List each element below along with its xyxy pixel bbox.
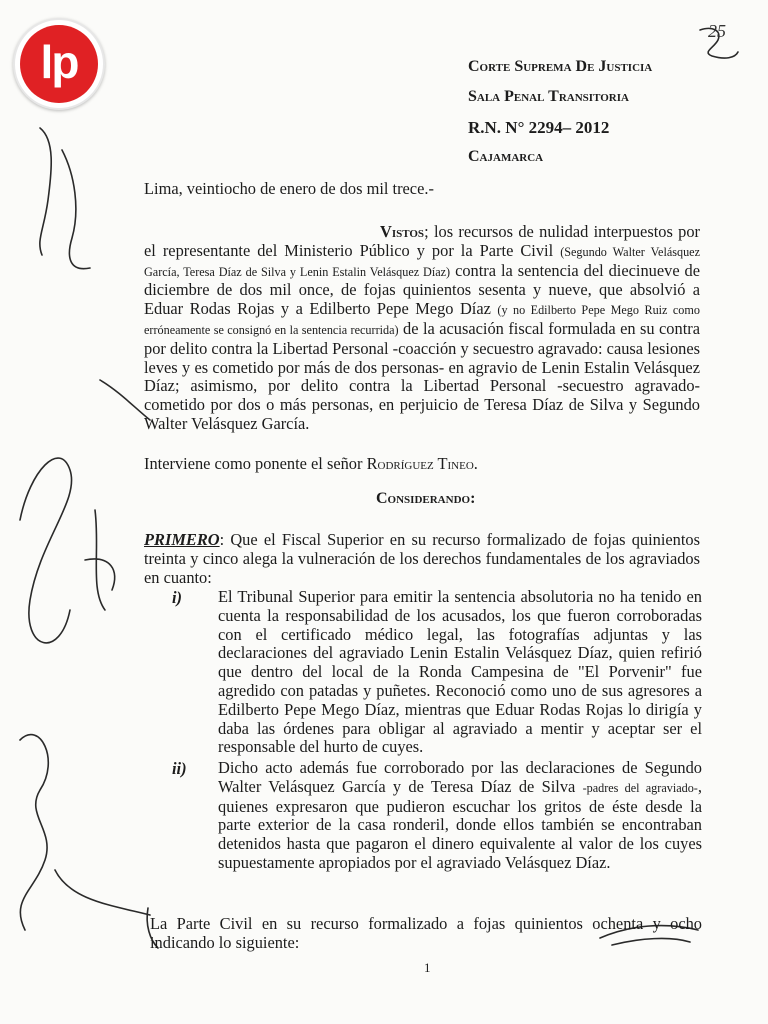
item-2-text-a: Dicho acto además fue corroborado por las declaraciones de Segundo Walter Velásquez García y de Teresa Díaz de Silva xyxy=(218,758,702,796)
ponente-line xyxy=(144,455,478,474)
date-line: Lima, veintiocho de enero de dos mil trece.- xyxy=(144,179,434,198)
lp-logo-mark: lp xyxy=(20,25,98,103)
chamber-name: Sala Penal Transitoria xyxy=(468,88,629,105)
item-2-text-b: , quienes expresaron que pudieron escuchar los gritos de éste desde la parte exterior de la casa ronderil, donde ellos también se encontraban detenidos hasta que pagaron el dinero equivalente al valor de los cuyes supuestamente apropiados por el agraviado Velásquez Díaz. xyxy=(218,776,702,872)
corner-page-note: 25 xyxy=(708,21,726,41)
page-number: 1 xyxy=(424,960,431,975)
item-2-note: -padres del agraviado- xyxy=(582,780,698,795)
primero-label: PRIMERO xyxy=(144,530,220,549)
vistos-name-note: (y no Edilberto Pepe Mego Ruiz como erróneamente se consignó en la sentencia recurrida) xyxy=(144,303,700,337)
primero-text: : Que el Fiscal Superior en su recurso formalizado de fojas quinientos treinta y cinco alega la vulneración de los derechos fundamentales de los agraviados en cuanto: xyxy=(144,530,700,587)
vistos-text-3: de la acusación fiscal formulada en su contra por delito contra la Libertad Personal -coacción y secuestro agravado: causa lesiones leves y es cometido por más de dos personas- en agravio de Lenin Estalin Velásquez Díaz; asimismo, por delito contra la Libertad Personal -secuestro agravado- cometido por dos o más personas, en perjuicio de Teresa Díaz de Silva y Segundo Walter Velásquez García. xyxy=(144,318,700,433)
item-1-text: El Tribunal Superior para emitir la sentencia absolutoria no ha tenido en cuenta la responsabilidad de los acusados, los que fueron corroboradas con el certificado médico legal, las fotografías adjuntas y las declaraciones del agraviado Lenin Estalin Velásquez Díaz, quien refirió que dentro del local de la Ronda Campesina de "El Porvenir" fue agredido con patadas y puñetes. Reconoció como uno de sus agresores a Edilberto Pepe Mego Díaz, mientras que Eduar Rodas Rojas lo dirigía y daba las órdenes para obligar al agraviado a mentir y aceptar ser el responsable del hurto de cuyes. xyxy=(218,587,702,757)
considerando-heading: Considerando: xyxy=(376,490,476,507)
lp-logo xyxy=(13,18,105,110)
primero-paragraph xyxy=(144,531,700,587)
vistos-parties-note: (Segundo Walter Velásquez García, Teresa Díaz de Silva y Lenin Estalin Velásquez Díaz) xyxy=(144,244,700,279)
signature-stroke-1 xyxy=(20,458,72,643)
item-1-number: i) xyxy=(172,588,183,607)
case-city: Cajamarca xyxy=(468,148,544,165)
case-number: R.N. N° 2294– 2012 xyxy=(468,118,610,137)
court-name: Corte Suprema De Justicia xyxy=(468,58,653,75)
margin-stroke-1 xyxy=(40,128,51,255)
vistos-paragraph xyxy=(144,223,700,434)
item-2-text xyxy=(218,759,702,873)
margin-stroke-4 xyxy=(55,870,150,915)
item-2-number: ii) xyxy=(172,759,187,778)
signature-stroke-2 xyxy=(85,510,115,610)
margin-stroke-2 xyxy=(62,150,90,269)
vistos-text-1: ; los recursos de nulidad interpuestos por el representante del Ministerio Público y por la Parte Civil xyxy=(144,222,700,260)
vistos-text-2: contra la sentencia del diecinueve de diciembre de dos mil once, de fojas quinientos sesenta y nueve, que absolvió a Eduar Rodas Rojas y a Edilberto Pepe Mego Díaz xyxy=(144,260,701,319)
ponente-text: Interviene como ponente el señor xyxy=(144,454,367,473)
margin-stroke-3 xyxy=(100,380,150,420)
vistos-label: Vistos xyxy=(380,222,425,241)
parte-civil-paragraph: La Parte Civil en su recurso formalizado a fojas quinientos ochenta y ocho indicando lo siguiente: xyxy=(150,914,702,952)
signature-stroke-3 xyxy=(20,735,48,930)
document-header xyxy=(468,58,652,178)
ponente-end: . xyxy=(473,454,478,473)
ponente-name: Rodríguez Tineo xyxy=(366,454,474,473)
